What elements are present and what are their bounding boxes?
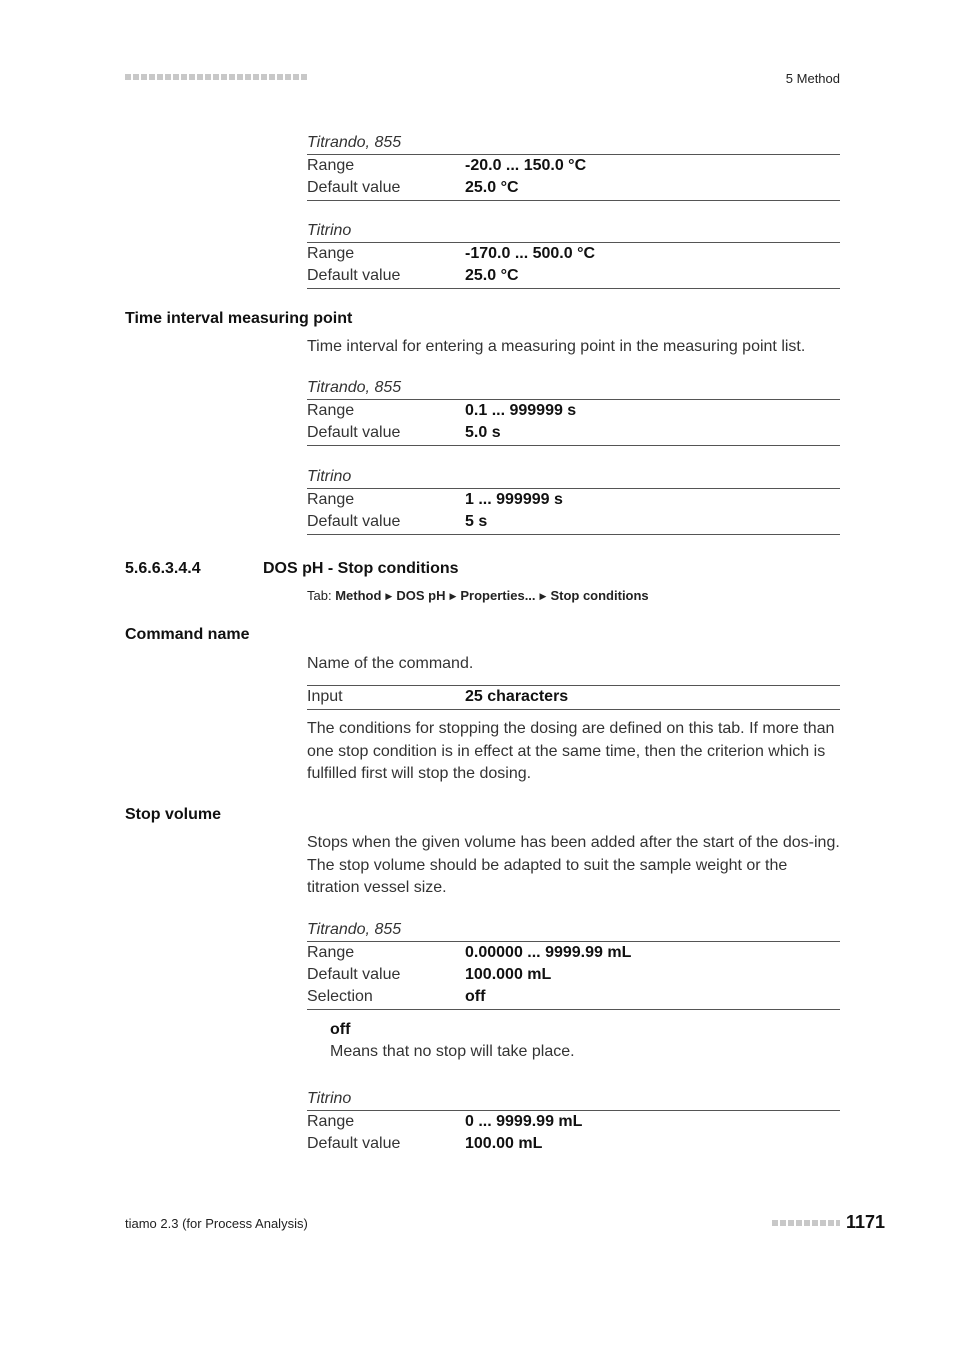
section-number: 5.6.6.3.4.4 [125,560,201,577]
table-caption: Titrando, 855 [307,919,840,942]
stop-conditions-note: The conditions for stopping the dosing are defined on this tab. If more than one stop condition is in effect at the same time, then the criterion which is fulfilled first will stop the dosing. [307,720,835,782]
table-row: Range -20.0 ... 150.0 °C [307,157,587,174]
header-decoration [125,72,307,82]
table-caption: Titrino [307,466,840,489]
stop-volume-description: Stops when the given volume has been added after the start of the dos-ing. The stop volume should be adapted to suit the sample weight or the titration vessel size. [307,834,840,896]
table-row: Selection off [307,988,486,1005]
time-interval-heading: Time interval measuring point [125,310,353,327]
footer-decoration [772,1218,840,1228]
path-item-stop-conditions: Stop conditions [550,588,649,603]
table-row: Default value 5 s [307,513,488,530]
temperature-titrino-table [307,220,840,289]
table-row: Input 25 characters [307,688,569,705]
time-interval-titrino-table [307,466,840,535]
table-row: Range 0.00000 ... 9999.99 mL [307,944,632,961]
triangle-right-icon: ▶ [385,591,393,601]
table-caption: Titrino [307,220,840,243]
table-row: Range 1 ... 999999 s [307,491,563,508]
page-number: 1171 [846,1212,886,1232]
triangle-right-icon: ▶ [539,591,547,601]
table-row: Range 0 ... 9999.99 mL [307,1113,583,1130]
temperature-titrando-table [307,132,840,201]
command-name-heading: Command name [125,626,250,643]
time-interval-description: Time interval for entering a measuring point in the measuring point list. [307,338,806,355]
table-caption: Titrando, 855 [307,377,840,400]
table-row: Range -170.0 ... 500.0 °C [307,245,596,262]
table-caption: Titrando, 855 [307,132,840,155]
table-row: Default value 100.000 mL [307,966,552,983]
triangle-right-icon: ▶ [449,591,457,601]
path-item-method: Method [335,588,382,603]
stop-volume-heading: Stop volume [125,806,222,823]
time-interval-titrando-table [307,377,840,446]
command-name-description: Name of the command. [307,655,474,672]
path-item-properties: Properties... [460,588,536,603]
path-item-dos-ph: DOS pH [396,588,446,603]
stop-volume-titrando-table [307,919,840,1010]
footer-product: tiamo 2.3 (for Process Analysis) [125,1216,308,1231]
table-row: Default value 25.0 °C [307,267,519,284]
table-row: Range 0.1 ... 999999 s [307,402,577,419]
option-off-name: off [330,1021,351,1038]
stop-volume-titrino-table [307,1088,840,1155]
table-row: Default value 5.0 s [307,424,501,441]
chapter-label: 5 Method [785,71,840,86]
table-row: Default value 100.00 mL [307,1135,543,1152]
table-row: Default value 25.0 °C [307,179,519,196]
section-title: DOS pH - Stop conditions [263,560,459,577]
command-name-input-table [307,685,840,710]
tab-path: Tab: Method ▶ DOS pH ▶ Properties... ▶ Stop conditions [307,588,649,603]
option-off-description: Means that no stop will take place. [330,1043,575,1060]
table-caption: Titrino [307,1088,840,1111]
